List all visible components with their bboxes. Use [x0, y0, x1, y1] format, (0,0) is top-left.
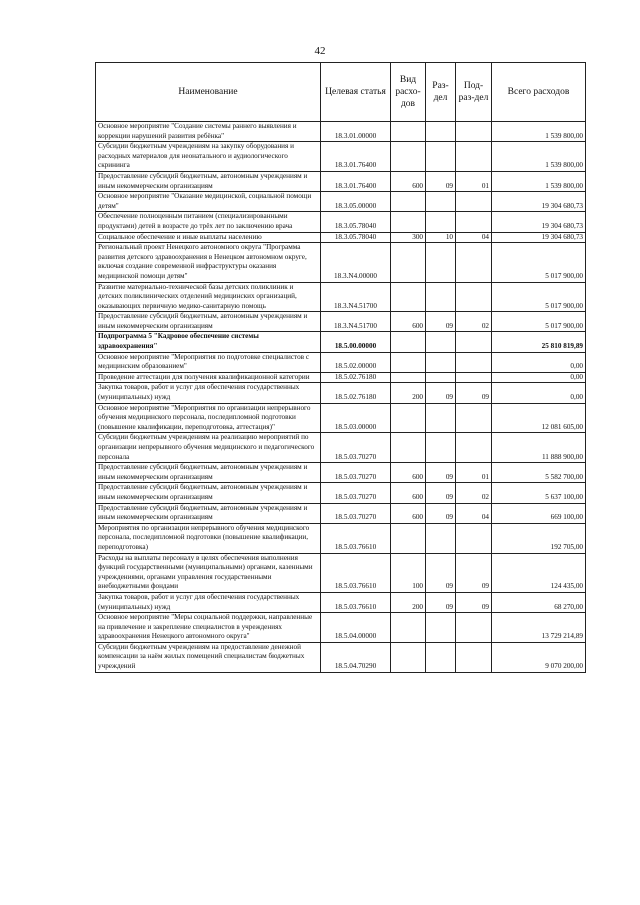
- table-row: [96, 642, 586, 672]
- header-name: Наименование: [96, 63, 321, 122]
- row-subsection: [456, 352, 492, 372]
- table-row: [96, 523, 586, 553]
- row-total: 669 100,00: [492, 503, 586, 523]
- table-row: [96, 352, 586, 372]
- row-total: 19 304 680,73: [492, 232, 586, 243]
- row-total: 11 888 900,00: [492, 433, 586, 463]
- row-expense-type: [391, 372, 426, 383]
- table-row: [96, 463, 586, 483]
- row-name: Основное мероприятие "Меры социальной поддержки, направленные на привлечение и закрепление специалистов в учреждениях здравоохранения Ненецкого автономного округа": [96, 613, 321, 643]
- row-expense-type: [391, 243, 426, 282]
- table-row: [96, 483, 586, 503]
- table-row: [96, 332, 586, 352]
- row-expense-type: [391, 403, 426, 433]
- header-subsection: Под-раз-дел: [456, 63, 492, 122]
- row-name: Предоставление субсидий бюджетным, автономным учреждениям и иным некоммерческим организациям: [96, 312, 321, 332]
- row-section: 09: [426, 312, 456, 332]
- row-subsection: 04: [456, 232, 492, 243]
- row-name: Предоставление субсидий бюджетным, автономным учреждениям и иным некоммерческим организациям: [96, 171, 321, 191]
- row-subsection: 09: [456, 592, 492, 612]
- row-section: 09: [426, 483, 456, 503]
- row-code: 18.5.02.76180: [321, 383, 391, 403]
- row-code: 18.5.03.76610: [321, 553, 391, 592]
- row-section: 09: [426, 171, 456, 191]
- row-expense-type: [391, 192, 426, 212]
- table-row: [96, 171, 586, 191]
- row-total: 13 729 214,89: [492, 613, 586, 643]
- row-name: Предоставление субсидий бюджетным, автономным учреждениям и иным некоммерческим организациям: [96, 463, 321, 483]
- row-subsection: 09: [456, 383, 492, 403]
- row-code: 18.5.02.76180: [321, 372, 391, 383]
- row-name: Субсидии бюджетным учреждениям на предоставление денежной компенсации за наём жилых помещений специалистам бюджетных учреждений: [96, 642, 321, 672]
- row-subsection: 01: [456, 463, 492, 483]
- table-row: [96, 192, 586, 212]
- table-row: [96, 503, 586, 523]
- row-total: 5 637 100,00: [492, 483, 586, 503]
- row-section: [426, 433, 456, 463]
- row-subsection: 01: [456, 171, 492, 191]
- row-subsection: [456, 192, 492, 212]
- row-subsection: [456, 613, 492, 643]
- row-code: 18.5.03.70270: [321, 463, 391, 483]
- row-expense-type: 600: [391, 503, 426, 523]
- row-code: 18.3.05.78040: [321, 212, 391, 232]
- row-expense-type: [391, 433, 426, 463]
- row-subsection: [456, 372, 492, 383]
- table-header-row: [96, 63, 586, 122]
- row-section: [426, 192, 456, 212]
- row-subsection: [456, 142, 492, 172]
- row-section: [426, 642, 456, 672]
- row-subsection: 02: [456, 312, 492, 332]
- table-row: [96, 243, 586, 282]
- row-name: Основное мероприятие "Создание системы раннего выявления и коррекции нарушений развития ребёнка": [96, 122, 321, 142]
- row-subsection: [456, 212, 492, 232]
- row-section: 09: [426, 592, 456, 612]
- row-total: 1 539 800,00: [492, 142, 586, 172]
- row-total: 1 539 800,00: [492, 122, 586, 142]
- row-name: Региональный проект Ненецкого автономного округа "Программа развития детского здравоохранения в Ненецком автономном округе, включая создание современной инфраструктуры оказания медицинской помощи детям": [96, 243, 321, 282]
- row-total: 0,00: [492, 383, 586, 403]
- row-name: Субсидии бюджетным учреждениям на реализацию мероприятий по организации непрерывного обучения медицинского и педагогического персонала: [96, 433, 321, 463]
- row-subsection: [456, 403, 492, 433]
- row-name: Закупка товаров, работ и услуг для обеспечения государственных (муниципальных) нужд: [96, 592, 321, 612]
- table-row: [96, 383, 586, 403]
- row-subsection: 02: [456, 483, 492, 503]
- row-name: Развитие материально-технической базы детских поликлиник и детских поликлинических отделений медицинских организаций, оказывающих первичную медико-санитарную помощь: [96, 282, 321, 312]
- row-expense-type: 100: [391, 553, 426, 592]
- row-section: [426, 403, 456, 433]
- row-name: Обеспечение полноценным питанием (специализированными продуктами) детей в возрасте до трёх лет по заключению врача: [96, 212, 321, 232]
- expense-table: [95, 62, 586, 673]
- row-code: 18.5.03.70270: [321, 433, 391, 463]
- row-total: 9 070 200,00: [492, 642, 586, 672]
- row-code: 18.3.N4.51700: [321, 282, 391, 312]
- row-code: 18.5.03.70270: [321, 483, 391, 503]
- row-code: 18.5.02.00000: [321, 352, 391, 372]
- row-subsection: [456, 282, 492, 312]
- row-name: Мероприятия по организации непрерывного обучения медицинского персонала, последипломной подготовки (повышение квалификации, переподготовка): [96, 523, 321, 553]
- row-section: [426, 282, 456, 312]
- row-name: Основное мероприятие "Оказание медицинской, социальной помощи детям": [96, 192, 321, 212]
- row-expense-type: 200: [391, 592, 426, 612]
- row-total: 19 304 680,73: [492, 212, 586, 232]
- row-subsection: [456, 433, 492, 463]
- row-section: [426, 613, 456, 643]
- row-subsection: [456, 642, 492, 672]
- row-name: Основное мероприятие "Мероприятия по организации непрерывного обучения медицинского персонала, последипломной подготовки (повышение квалификации, переподготовка, аттестация)": [96, 403, 321, 433]
- row-total: 0,00: [492, 372, 586, 383]
- row-total: 19 304 680,73: [492, 192, 586, 212]
- row-expense-type: [391, 212, 426, 232]
- row-total: 192 705,00: [492, 523, 586, 553]
- row-code: 18.5.03.70270: [321, 503, 391, 523]
- row-section: [426, 332, 456, 352]
- row-code: 18.5.04.00000: [321, 613, 391, 643]
- row-section: 09: [426, 503, 456, 523]
- row-code: 18.3.05.00000: [321, 192, 391, 212]
- row-section: [426, 352, 456, 372]
- row-expense-type: [391, 613, 426, 643]
- row-code: 18.5.03.00000: [321, 403, 391, 433]
- table-row: [96, 613, 586, 643]
- row-expense-type: [391, 282, 426, 312]
- row-name: Социальное обеспечение и иные выплаты населению: [96, 232, 321, 243]
- row-code: 18.3.01.76400: [321, 171, 391, 191]
- row-subsection: [456, 243, 492, 282]
- row-name: Расходы на выплаты персоналу в целях обеспечения выполнения функций государственными (муниципальными) органами, казенными учреждениями, органами управления государственными внебюджетными фондами: [96, 553, 321, 592]
- row-expense-type: [391, 523, 426, 553]
- row-code: 18.3.05.78040: [321, 232, 391, 243]
- row-section: [426, 372, 456, 383]
- table-row: [96, 142, 586, 172]
- row-total: 5 017 900,00: [492, 312, 586, 332]
- row-code: 18.3.01.76400: [321, 142, 391, 172]
- row-total: 5 017 900,00: [492, 243, 586, 282]
- row-total: 25 810 819,89: [492, 332, 586, 352]
- row-expense-type: 300: [391, 232, 426, 243]
- row-code: 18.3.N4.51700: [321, 312, 391, 332]
- row-expense-type: 600: [391, 483, 426, 503]
- row-total: 1 539 800,00: [492, 171, 586, 191]
- row-total: 12 081 605,00: [492, 403, 586, 433]
- table-row: [96, 122, 586, 142]
- row-section: 09: [426, 383, 456, 403]
- row-expense-type: [391, 122, 426, 142]
- row-name: Предоставление субсидий бюджетным, автономным учреждениям и иным некоммерческим организациям: [96, 483, 321, 503]
- row-total: 68 270,00: [492, 592, 586, 612]
- table-row: [96, 553, 586, 592]
- row-section: [426, 212, 456, 232]
- row-expense-type: 600: [391, 171, 426, 191]
- row-section: [426, 142, 456, 172]
- row-total: 5 582 700,00: [492, 463, 586, 483]
- row-name: Предоставление субсидий бюджетным, автономным учреждениям и иным некоммерческим организациям: [96, 503, 321, 523]
- table-row: [96, 312, 586, 332]
- row-code: 18.5.04.70290: [321, 642, 391, 672]
- row-section: 10: [426, 232, 456, 243]
- header-target-article: Целевая статья: [321, 63, 391, 122]
- header-expense-type: Вид расхо-дов: [391, 63, 426, 122]
- table-row: [96, 212, 586, 232]
- row-section: [426, 523, 456, 553]
- table-body: [96, 122, 586, 673]
- row-code: 18.3.01.00000: [321, 122, 391, 142]
- row-subsection: 04: [456, 503, 492, 523]
- table-row: [96, 282, 586, 312]
- row-section: 09: [426, 463, 456, 483]
- row-expense-type: 600: [391, 463, 426, 483]
- row-expense-type: [391, 642, 426, 672]
- table-row: [96, 592, 586, 612]
- row-subsection: [456, 122, 492, 142]
- header-total: Всего расходов: [492, 63, 586, 122]
- row-total: 124 435,00: [492, 553, 586, 592]
- row-expense-type: [391, 352, 426, 372]
- row-code: 18.5.03.76610: [321, 592, 391, 612]
- row-section: 09: [426, 553, 456, 592]
- row-code: 18.5.03.76610: [321, 523, 391, 553]
- row-subsection: [456, 332, 492, 352]
- row-expense-type: 200: [391, 383, 426, 403]
- table-row: [96, 232, 586, 243]
- row-total: 0,00: [492, 352, 586, 372]
- table-row: [96, 372, 586, 383]
- table-row: [96, 433, 586, 463]
- row-name: Субсидии бюджетным учреждениям на закупку оборудования и расходных материалов для неонатального и аудиологического скрининга: [96, 142, 321, 172]
- page-number: 42: [314, 45, 326, 57]
- row-section: [426, 243, 456, 282]
- row-section: [426, 122, 456, 142]
- row-name: Подпрограмма 5 "Кадровое обеспечение системы здравоохранения": [96, 332, 321, 352]
- row-code: 18.5.00.00000: [321, 332, 391, 352]
- row-name: Проведение аттестации для получения квалификационной категории: [96, 372, 321, 383]
- table-row: [96, 403, 586, 433]
- row-total: 5 017 900,00: [492, 282, 586, 312]
- header-section: Раз-дел: [426, 63, 456, 122]
- row-expense-type: [391, 142, 426, 172]
- row-subsection: 09: [456, 553, 492, 592]
- row-expense-type: [391, 332, 426, 352]
- row-code: 18.3.N4.00000: [321, 243, 391, 282]
- row-name: Закупка товаров, работ и услуг для обеспечения государственных (муниципальных) нужд: [96, 383, 321, 403]
- row-subsection: [456, 523, 492, 553]
- row-name: Основное мероприятие "Мероприятия по подготовке специалистов с медицинским образованием": [96, 352, 321, 372]
- row-expense-type: 600: [391, 312, 426, 332]
